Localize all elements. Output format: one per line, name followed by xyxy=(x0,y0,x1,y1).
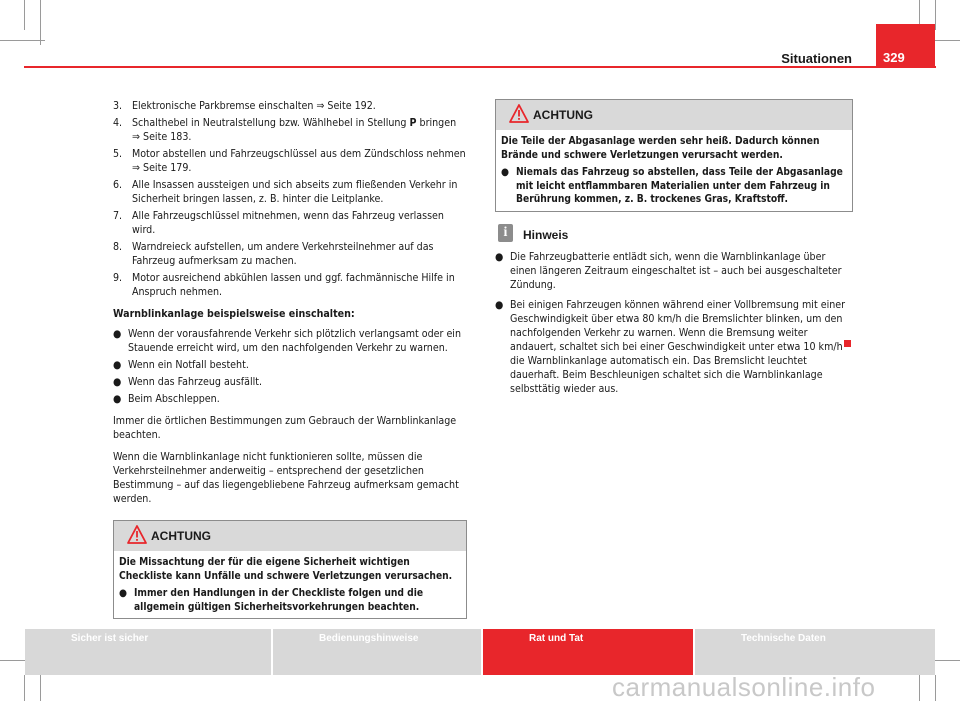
tab-technische-daten[interactable]: Technische Daten xyxy=(695,629,935,675)
list-item xyxy=(495,298,853,396)
step-number: 8. xyxy=(113,241,123,253)
bullet-text: Bei einigen Fahrzeugen können während einer Vollbremsung mit einer Geschwindigkeit über etwa 80 km/h die Bremslichter blinken, um den nachfolgenden Verkehr zu warnen. Wenn die Bremsung weiter andauert, schaltet sich bei einer Geschwindigkeit unter etwa 10 km/h die Warnblinkanlage automatisch ein. Das Bremslicht leuchtet dauerhaft. Beim Beschleunigen schaltet sich die Warnblinkanlage selbsttätig wieder aus. xyxy=(510,298,846,395)
step-number: 3. xyxy=(113,100,123,112)
crop-mark xyxy=(935,675,936,701)
bullet-text: Beim Abschleppen. xyxy=(128,393,220,405)
step-number: 7. xyxy=(113,210,123,222)
step-text: Alle Fahrzeugschlüssel mitnehmen, wenn das Fahrzeug verlassen wird. xyxy=(132,210,444,236)
left-column xyxy=(113,99,467,619)
right-column xyxy=(495,99,853,399)
bullet-icon: ● xyxy=(119,588,127,599)
warning-triangle-icon xyxy=(509,104,529,127)
list-item xyxy=(113,116,467,144)
step-text: Warndreieck aufstellen, um andere Verkehrsteilnehmer auf das Fahrzeug aufmerksam zu machen. xyxy=(132,241,434,267)
step-text: Schalthebel in Neutralstellung bzw. Wählhebel in Stellung xyxy=(132,117,410,129)
list-item xyxy=(113,240,467,268)
warning-box xyxy=(495,99,853,212)
list-item xyxy=(113,358,467,372)
list-item xyxy=(113,392,467,406)
page-header-title: Situationen xyxy=(781,51,852,66)
warning-body xyxy=(114,551,466,618)
checklist-steps xyxy=(113,99,467,299)
list-item xyxy=(113,327,467,355)
section-end-marker xyxy=(844,340,851,347)
list-item xyxy=(495,250,853,292)
watermark-text: carmanualsonline.info xyxy=(612,672,876,701)
step-text: Motor ausreichend abkühlen lassen und ggf. fachmännische Hilfe in Anspruch nehmen. xyxy=(132,272,455,298)
tab-bedienungshinweise[interactable]: Bedienungshinweise xyxy=(273,629,481,675)
warning-header xyxy=(114,521,466,551)
bullet-text: Wenn das Fahrzeug ausfällt. xyxy=(128,376,263,388)
warning-box xyxy=(113,520,467,619)
step-text: Alle Insassen aussteigen und sich abseits zum fließenden Verkehr in Sicherheit bringen lassen, z. B. hinter die Leitplanke. xyxy=(132,179,458,205)
body-paragraph: Wenn die Warnblinkanlage nicht funktionieren sollte, müssen die Verkehrsteilnehmer anderweitig – entsprechend der gesetzlichen Bestimmung – auf das liegengebliebene Fahrzeug aufmerksam gemacht werden. xyxy=(113,451,459,505)
bullet-icon: ● xyxy=(113,393,122,405)
warning-body xyxy=(496,130,852,211)
list-item xyxy=(113,375,467,389)
warning-header xyxy=(496,100,852,130)
step-text: bringen ⇒ Seite 183. xyxy=(132,117,457,143)
warning-title: ACHTUNG xyxy=(533,108,593,122)
bullet-text: Niemals das Fahrzeug so abstellen, dass Teile der Abgasanlage mit leicht entflammbaren Materialien unter dem Fahrzeug in Berührung kommen, z. B. trockenes Gras, Kraftstoff. xyxy=(516,167,843,205)
step-number: 5. xyxy=(113,148,123,160)
list-item xyxy=(119,587,461,614)
tab-rat-und-tat[interactable]: Rat und Tat xyxy=(483,629,693,675)
warning-title: ACHTUNG xyxy=(151,529,211,543)
step-text: Motor abstellen und Fahrzeugschlüssel aus dem Zündschloss nehmen ⇒ Seite 179. xyxy=(132,148,466,174)
step-number: 6. xyxy=(113,179,123,191)
bullet-text: Wenn ein Notfall besteht. xyxy=(128,359,249,371)
list-item xyxy=(113,99,467,113)
crop-mark xyxy=(935,0,936,30)
crop-mark xyxy=(0,40,45,41)
info-note-icon: i xyxy=(498,224,513,242)
gear-position-label: P xyxy=(409,117,417,129)
page-number: 329 xyxy=(876,24,935,68)
bullet-icon: ● xyxy=(495,250,504,263)
list-item xyxy=(113,147,467,175)
list-item xyxy=(113,209,467,237)
warning-text: Die Missachtung der für die eigene Sicherheit wichtigen Checkliste kann Unfälle und schwere Verletzungen verursachen. xyxy=(119,557,453,582)
bullet-icon: ● xyxy=(495,298,504,311)
bullet-text: Die Fahrzeugbatterie entlädt sich, wenn die Warnblinkanlage über einen längeren Zeitraum eingeschaltet ist – auch bei ausgeschalteter Zündung. xyxy=(510,250,842,291)
bullet-text: Wenn der vorausfahrende Verkehr sich plötzlich verlangsamt oder ein Stauende erreicht wird, um den nachfolgenden Verkehr zu warnen. xyxy=(128,328,461,354)
list-item xyxy=(501,166,847,207)
section-subheading: Warnblinkanlage beispielsweise einschalten: xyxy=(113,308,355,320)
warning-text: Die Teile der Abgasanlage werden sehr heiß. Dadurch können Brände und schwere Verletzungen verursacht werden. xyxy=(501,136,820,161)
step-number: 9. xyxy=(113,272,123,284)
crop-mark xyxy=(40,0,41,45)
tab-sicher-ist-sicher[interactable]: Sicher ist sicher xyxy=(25,629,271,675)
bullet-icon: ● xyxy=(113,376,122,388)
chapter-tabs xyxy=(25,629,935,675)
hint-header xyxy=(495,224,853,250)
hint-title: Hinweis xyxy=(523,227,569,242)
step-number: 4. xyxy=(113,117,123,129)
crop-mark xyxy=(24,675,25,701)
bullet-icon: ● xyxy=(113,328,122,340)
header-rule xyxy=(24,66,936,68)
bullet-text: Immer den Handlungen in der Checkliste folgen und die allgemein gültigen Sicherheitsvorkehrungen beachten. xyxy=(134,588,424,613)
crop-mark xyxy=(24,0,25,30)
list-item xyxy=(113,178,467,206)
bullet-icon: ● xyxy=(113,359,122,371)
step-text: Elektronische Parkbremse einschalten ⇒ Seite 192. xyxy=(132,100,376,112)
bullet-icon: ● xyxy=(501,167,509,178)
warning-triangle-icon xyxy=(127,525,147,548)
body-paragraph: Immer die örtlichen Bestimmungen zum Gebrauch der Warnblinkanlage beachten. xyxy=(113,415,457,441)
list-item xyxy=(113,271,467,299)
